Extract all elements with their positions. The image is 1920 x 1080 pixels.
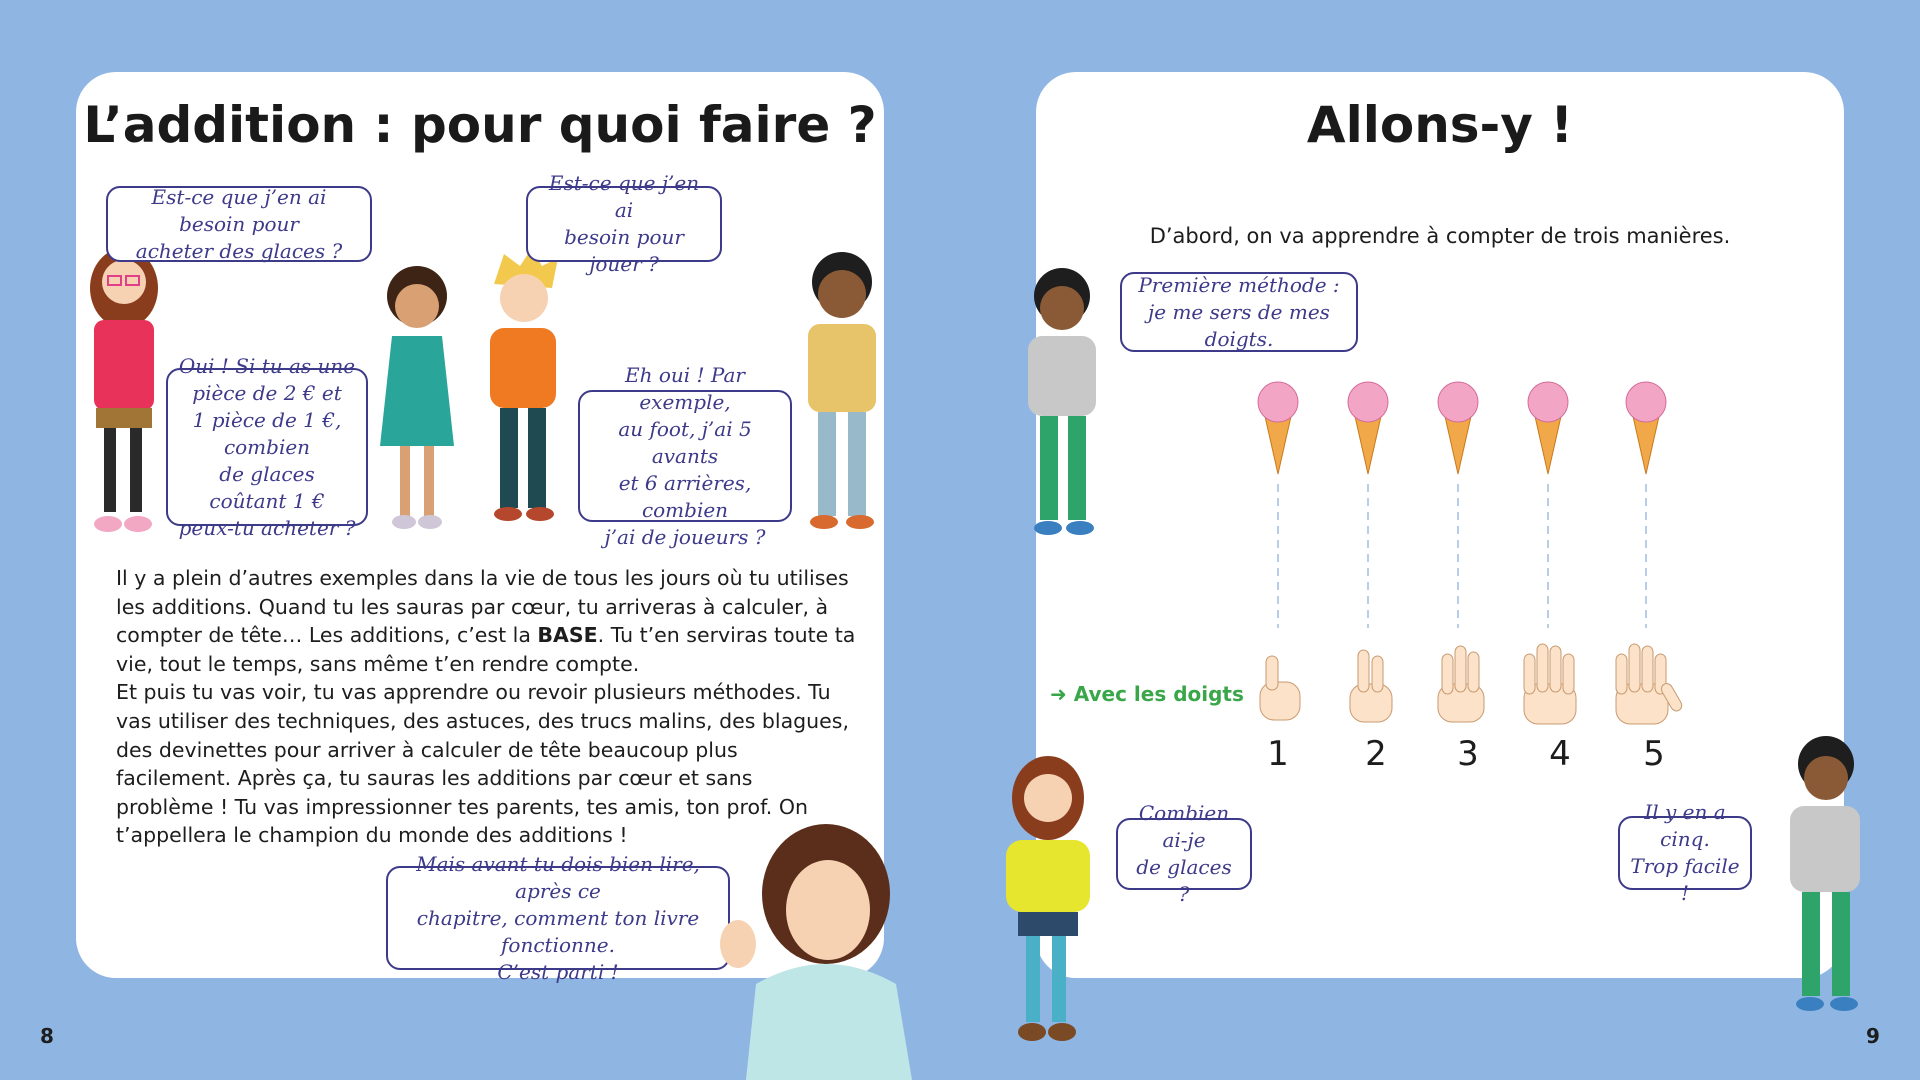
digit-5: 5: [1643, 734, 1665, 774]
speech-bubble-coins-answer: Oui ! Si tu as une pièce de 2 € et 1 pièce de 1 €, combien de glaces coûtant 1 € peux-tu acheter ?: [166, 368, 368, 526]
paragraph-2: Et puis tu vas voir, tu vas apprendre ou revoir plusieurs méthodes. Tu vas utiliser des techniques, des astuces, des trucs malins, des blagues, des devinettes pour arriver à calculer de tête beaucoup plus facilement. Après ça, tu sauras les additions par cœur et sans problème ! Tu vas impressionner tes parents, tes amis, ton prof. On t’appellera le champion du monde des additions !: [116, 680, 849, 848]
hand-four-fingers-icon: [1514, 642, 1586, 728]
speech-bubble-football-answer: Eh oui ! Par exemple, au foot, j’ai 5 avants et 6 arrières, combien j’ai de joueurs ?: [578, 390, 792, 522]
speech-bubble-first-method: Première méthode : je me sers de mes doigts.: [1120, 272, 1358, 352]
curly-hair-girl-illustration: [372, 256, 462, 536]
paragraph-1: Il y a plein d’autres exemples dans la vie de tous les jours où tu utilises les additions. Quand tu les sauras par cœur, tu arriveras à calculer, à compter de tête… Les additions, c’est la BASE. Tu t’en serviras toute ta vie, tout le temps, sans même t’en rendre compte.: [116, 566, 856, 676]
boy-thinking-illustration: [1018, 262, 1106, 544]
ice-cream-icon: [1258, 382, 1298, 628]
hand-five-fingers-icon: [1606, 642, 1682, 728]
teacher-illustration: [716, 814, 936, 1080]
digit-3: 3: [1457, 734, 1479, 774]
girl-yellow-shirt-illustration: [992, 752, 1102, 1048]
ice-cream-icon: [1626, 382, 1666, 628]
ice-cream-icon: [1438, 382, 1478, 628]
hand-one-finger-icon: [1252, 652, 1308, 724]
left-page-title: L’addition : pour quoi faire ?: [83, 96, 877, 154]
ice-cream-row: [1250, 384, 1690, 634]
digit-2: 2: [1365, 734, 1387, 774]
body-paragraphs: [116, 564, 856, 850]
speech-bubble-ice-cream-question: Est-ce que j’en ai besoin pour acheter des glaces ?: [106, 186, 372, 262]
speech-bubble-teacher: Mais avant tu dois bien lire, après ce chapitre, comment ton livre fonctionne. C’est parti !: [386, 866, 730, 970]
digit-4: 4: [1549, 734, 1571, 774]
blond-boy-illustration: [480, 244, 566, 528]
ice-cream-icon: [1528, 382, 1568, 628]
girl-with-glasses-illustration: [84, 236, 164, 546]
boy-plaid-shirt-illustration: [794, 244, 890, 534]
intro-sentence: D’abord, on va apprendre à compter de trois manières.: [1149, 224, 1731, 248]
hand-two-fingers-icon: [1340, 646, 1402, 726]
boy-green-pants-illustration: [1780, 732, 1872, 1024]
hand-three-fingers-icon: [1428, 644, 1494, 726]
page-number-left: 8: [40, 1024, 54, 1048]
digit-1: 1: [1267, 734, 1289, 774]
speech-bubble-how-many: Combien ai-je de glaces ?: [1116, 818, 1252, 890]
page-number-right: 9: [1866, 1024, 1880, 1048]
fingers-method-label: ➜ Avec les doigts: [1050, 682, 1244, 706]
speech-bubble-five-answer: Il y en a cinq. Trop facile !: [1618, 816, 1752, 890]
ice-cream-icon: [1348, 382, 1388, 628]
right-page-title: Allons-y !: [1306, 96, 1574, 154]
speech-bubble-playing-question: Est-ce que j’en ai besoin pour jouer ?: [526, 186, 722, 262]
